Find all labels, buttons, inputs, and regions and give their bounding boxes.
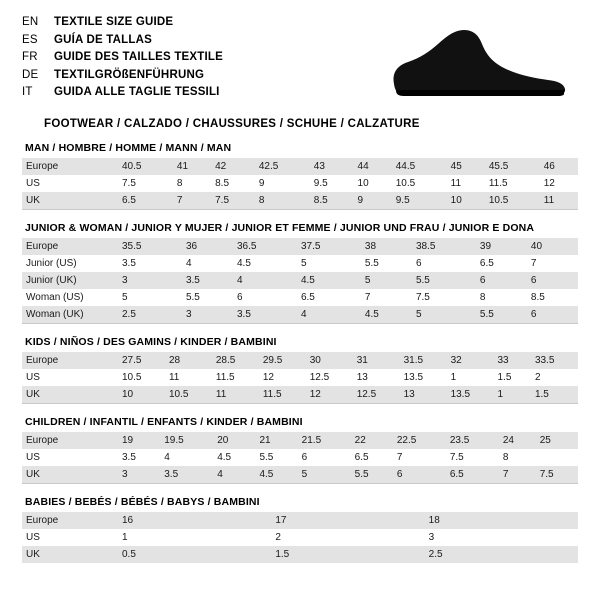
size-cell: 3 <box>118 466 160 483</box>
size-cell: 8.5 <box>310 192 354 209</box>
size-cell: 41 <box>173 158 211 175</box>
size-cell: 8 <box>255 192 310 209</box>
size-cell: 39 <box>476 238 527 255</box>
size-cell: 2.5 <box>118 306 182 323</box>
size-cell: 3 <box>428 531 435 543</box>
size-cell: 6 <box>415 257 422 269</box>
size-cell: 11 <box>212 386 259 403</box>
size-cell: 7.5 <box>536 466 578 483</box>
size-system-label: UK <box>22 386 118 403</box>
size-block <box>22 483 578 563</box>
size-cell: 4.5 <box>236 257 251 269</box>
size-cell: 40 <box>527 238 578 255</box>
size-block-heading: JUNIOR & WOMAN / JUNIOR Y MUJER / JUNIOR ET FEMME / JUNIOR UND FRAU / JUNIOR E DONA <box>22 209 578 238</box>
size-cell: 31 <box>353 352 400 369</box>
size-cell: 7 <box>396 451 403 463</box>
size-cell: 6.5 <box>300 291 315 303</box>
size-cell: 5.5 <box>185 291 200 303</box>
size-cell: 3.5 <box>122 257 136 269</box>
size-cell: 28 <box>165 352 212 369</box>
size-block <box>22 209 578 323</box>
size-cell: 16 <box>118 512 271 529</box>
language-row <box>22 84 223 102</box>
table-row <box>22 449 578 466</box>
size-cell: 9 <box>354 192 392 209</box>
size-cell: 4 <box>164 451 170 463</box>
size-cell: 4 <box>297 306 361 323</box>
size-cell: 13.5 <box>403 371 424 383</box>
language-title: TEXTILE SIZE GUIDE <box>54 16 174 28</box>
size-cell: 20 <box>213 432 255 449</box>
table-row <box>22 306 578 323</box>
size-cell: 4.5 <box>217 451 232 463</box>
size-cell: 1 <box>122 531 128 543</box>
table-row <box>22 512 578 529</box>
size-cell: 1 <box>494 386 531 403</box>
size-cell: 4 <box>185 257 192 269</box>
size-cell: 1.5 <box>531 386 578 403</box>
size-cell: 1.5 <box>497 371 512 383</box>
size-cell: 5.5 <box>364 257 379 269</box>
size-cell: 33.5 <box>531 352 578 369</box>
size-system-label: UK <box>22 546 118 563</box>
size-cell: 3 <box>182 306 233 323</box>
table-row <box>22 175 578 192</box>
size-cell: 9.5 <box>313 177 328 189</box>
size-cell: 12.5 <box>309 371 330 383</box>
size-block <box>22 130 578 209</box>
size-cell <box>536 449 578 466</box>
language-title: TEXTILGRÖßENFÜHRUNG <box>54 68 205 81</box>
document-header <box>0 0 600 130</box>
size-cell: 8 <box>479 291 486 303</box>
table-row <box>22 238 578 255</box>
size-cell: 2 <box>534 371 541 383</box>
size-cell: 44 <box>354 158 392 175</box>
size-cell: 12 <box>543 177 555 189</box>
size-cell: 35.5 <box>118 238 182 255</box>
size-cell: 40.5 <box>118 158 173 175</box>
size-cell: 8.5 <box>530 291 545 303</box>
size-system-label: Woman (US) <box>26 291 84 303</box>
size-cell: 21.5 <box>298 432 351 449</box>
size-system-label: Europe <box>22 512 118 529</box>
size-blocks <box>0 130 600 563</box>
size-table <box>22 238 578 323</box>
size-system-label: US <box>26 531 40 543</box>
size-cell: 7.5 <box>211 192 255 209</box>
size-cell: 2 <box>275 531 281 543</box>
size-block <box>22 323 578 403</box>
size-table <box>22 432 578 483</box>
size-cell: 1 <box>450 371 457 383</box>
size-block-heading: BABIES / BEBÉS / BÉBÉS / BABYS / BAMBINI <box>22 483 578 512</box>
size-cell: 12.5 <box>353 386 400 403</box>
size-block-heading: CHILDREN / INFANTIL / ENFANTS / KINDER / BAMBINI <box>22 403 578 432</box>
size-cell: 4.5 <box>297 272 361 289</box>
size-cell: 22 <box>351 432 393 449</box>
language-code: EN <box>22 16 39 28</box>
table-row <box>22 432 578 449</box>
size-cell: 5.5 <box>412 272 476 289</box>
dress-shoe-icon <box>382 22 572 102</box>
size-cell: 6.5 <box>479 257 494 269</box>
size-cell: 4 <box>233 272 297 289</box>
size-cell: 43 <box>310 158 354 175</box>
size-cell: 8.5 <box>215 177 230 189</box>
table-row <box>22 158 578 175</box>
size-cell: 5 <box>122 291 128 303</box>
size-cell: 44.5 <box>392 158 447 175</box>
size-cell: 46 <box>540 158 578 175</box>
size-cell: 29.5 <box>259 352 306 369</box>
size-cell: 30 <box>306 352 353 369</box>
size-cell: 11.5 <box>259 386 306 403</box>
language-row <box>22 67 223 85</box>
size-cell: 5.5 <box>476 306 527 323</box>
size-system-label: US <box>26 177 40 189</box>
size-cell: 10.5 <box>122 371 142 383</box>
size-cell: 7.5 <box>122 177 136 189</box>
size-system-label: UK <box>22 466 118 483</box>
table-row <box>22 369 578 386</box>
size-cell: 4.5 <box>255 466 297 483</box>
size-cell: 6 <box>476 272 527 289</box>
size-system-label: Europe <box>22 352 118 369</box>
size-cell: 5.5 <box>259 451 274 463</box>
table-row <box>22 546 578 563</box>
size-cell: 3 <box>118 272 182 289</box>
size-system-label: Junior (US) <box>26 257 77 269</box>
language-title-list <box>22 14 223 102</box>
size-cell: 38.5 <box>412 238 476 255</box>
size-cell: 6.5 <box>354 451 369 463</box>
size-cell: 32 <box>447 352 494 369</box>
size-cell: 1.5 <box>271 546 424 563</box>
size-cell: 7 <box>499 466 536 483</box>
language-row <box>22 49 223 67</box>
language-row <box>22 14 223 32</box>
size-system-label: Europe <box>22 432 118 449</box>
language-code: ES <box>22 33 38 46</box>
size-cell: 25 <box>536 432 578 449</box>
size-cell: 33 <box>494 352 531 369</box>
size-cell: 21 <box>255 432 297 449</box>
size-cell: 6 <box>236 291 243 303</box>
table-row <box>22 352 578 369</box>
size-cell: 0.5 <box>118 546 271 563</box>
size-block-heading: MAN / HOMBRE / HOMME / MANN / MAN <box>25 141 232 154</box>
table-row <box>22 192 578 209</box>
size-cell: 10.5 <box>165 386 212 403</box>
size-cell: 8 <box>502 451 509 463</box>
size-cell: 9 <box>258 177 265 189</box>
size-cell: 28.5 <box>212 352 259 369</box>
size-cell: 6 <box>393 466 446 483</box>
size-cell: 42.5 <box>255 158 310 175</box>
size-cell: 24 <box>499 432 536 449</box>
size-cell: 10.5 <box>485 192 540 209</box>
size-cell: 5.5 <box>351 466 393 483</box>
size-table <box>22 352 578 403</box>
size-cell: 3.5 <box>182 272 233 289</box>
size-cell: 3.5 <box>233 306 297 323</box>
size-cell: 36 <box>182 238 233 255</box>
size-cell: 19 <box>118 432 160 449</box>
size-cell: 19.5 <box>160 432 213 449</box>
size-system-label: Junior (UK) <box>22 272 118 289</box>
size-cell: 4.5 <box>361 306 412 323</box>
size-cell: 38 <box>361 238 412 255</box>
size-cell: 18 <box>425 512 578 529</box>
size-cell: 4 <box>213 466 255 483</box>
size-cell: 10 <box>447 192 485 209</box>
size-cell: 36.5 <box>233 238 297 255</box>
size-cell: 10.5 <box>395 177 416 189</box>
size-cell: 11 <box>450 177 462 189</box>
size-cell: 3.5 <box>160 466 213 483</box>
size-cell: 8 <box>176 177 183 189</box>
size-system-label: US <box>26 451 40 463</box>
size-cell: 23.5 <box>446 432 499 449</box>
size-cell: 9.5 <box>392 192 447 209</box>
size-cell: 7 <box>530 257 537 269</box>
size-cell: 7.5 <box>449 451 464 463</box>
size-cell: 6 <box>301 451 308 463</box>
size-system-label: US <box>26 371 40 383</box>
size-cell: 12 <box>262 371 274 383</box>
footwear-section-title: FOOTWEAR / CALZADO / CHAUSSURES / SCHUHE / CALZATURE <box>44 117 420 130</box>
language-code: DE <box>22 68 39 81</box>
size-cell: 6 <box>527 272 578 289</box>
size-cell: 10 <box>357 177 369 189</box>
size-cell: 12 <box>306 386 353 403</box>
size-cell: 13 <box>400 386 447 403</box>
language-code: IT <box>22 86 33 98</box>
size-cell: 42 <box>211 158 255 175</box>
size-block <box>22 403 578 483</box>
size-cell: 5 <box>298 466 351 483</box>
size-cell: 13 <box>356 371 368 383</box>
language-row <box>22 32 223 50</box>
size-cell: 11 <box>168 371 180 383</box>
size-system-label: Woman (UK) <box>22 306 118 323</box>
size-cell: 2.5 <box>425 546 578 563</box>
language-title: GUIDA ALLE TAGLIE TESSILI <box>54 86 220 98</box>
table-row <box>22 466 578 483</box>
size-system-label: Europe <box>22 238 118 255</box>
language-title: GUÍA DE TALLAS <box>54 33 152 46</box>
size-cell: 5 <box>361 272 412 289</box>
size-cell: 11.5 <box>215 371 235 383</box>
size-cell: 6.5 <box>118 192 173 209</box>
size-cell: 7 <box>173 192 211 209</box>
size-system-label: UK <box>22 192 118 209</box>
size-system-label: Europe <box>22 158 118 175</box>
size-table <box>22 158 578 209</box>
size-cell: 11.5 <box>488 177 508 189</box>
table-row <box>22 272 578 289</box>
table-row <box>22 529 578 546</box>
size-cell: 5 <box>412 306 476 323</box>
size-cell: 11 <box>540 192 578 209</box>
size-cell: 5 <box>300 257 307 269</box>
size-cell: 7.5 <box>415 291 430 303</box>
size-block-heading: KIDS / NIÑOS / DES GAMINS / KINDER / BAMBINI <box>22 323 578 352</box>
size-cell: 17 <box>271 512 424 529</box>
size-cell: 10 <box>118 386 165 403</box>
size-cell: 6.5 <box>446 466 499 483</box>
size-cell: 6 <box>527 306 578 323</box>
language-code: FR <box>22 51 38 63</box>
size-cell: 27.5 <box>118 352 165 369</box>
table-row <box>22 386 578 403</box>
size-cell: 22.5 <box>393 432 446 449</box>
size-cell: 31.5 <box>400 352 447 369</box>
size-cell: 13.5 <box>447 386 494 403</box>
size-cell: 3.5 <box>122 451 136 463</box>
table-row <box>22 255 578 272</box>
size-cell: 45 <box>447 158 485 175</box>
size-cell: 37.5 <box>297 238 361 255</box>
size-table <box>22 512 578 563</box>
size-cell: 45.5 <box>485 158 540 175</box>
size-cell: 7 <box>364 291 371 303</box>
language-title: GUIDE DES TAILLES TEXTILE <box>54 51 223 63</box>
table-row <box>22 289 578 306</box>
